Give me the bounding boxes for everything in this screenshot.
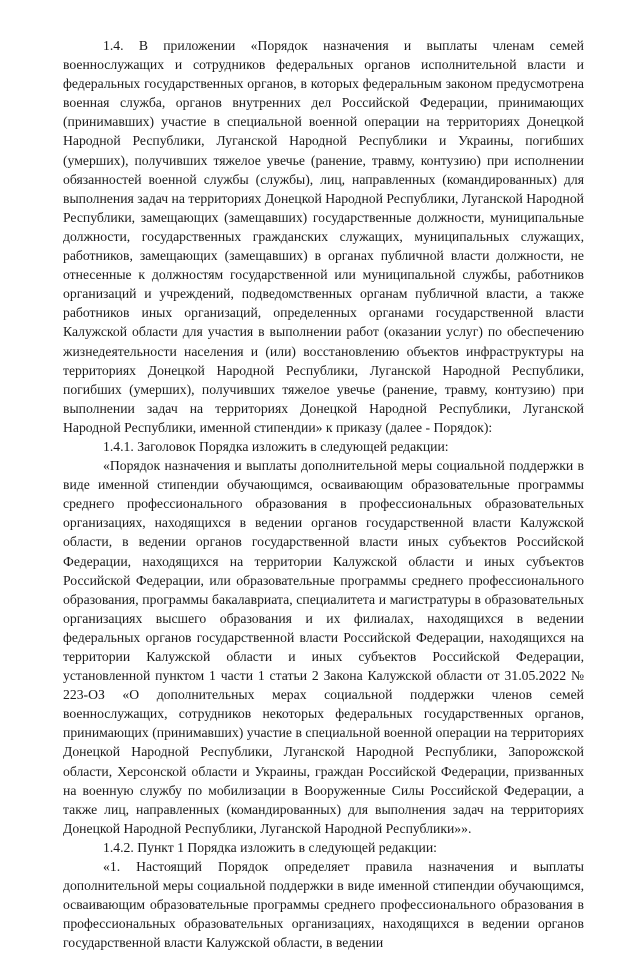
paragraph-1-4-1 [63,437,584,456]
clause-number: 1.4.2. [103,839,134,855]
clause-text: Заголовок Порядка изложить в следующей редакции: [137,438,449,454]
paragraph-1-4-2 [63,838,584,857]
paragraph-title-quote [63,456,584,838]
quoted-title-text: «Порядок назначения и выплаты дополнительной меры социальной поддержки в виде именной стипендии обучающимся, осваивающим образовательные программы среднего профессионального образования в профессиональных образовательных организациях, находящихся в ведении органов государственной власти Калужской области, в ведении органов государственной власти иных субъектов Российской Федерации, находящихся на территории Калужской области и иных субъектов Российской Федерации, или образовательные программы среднего профессионального образования, программы бакалавриата, специалитета и магистратуры в образовательных организациях высшего образования и их филиалах, находящихся в ведении федеральных органов государственной власти Российской Федерации, находящихся на территории Калужской области и иных субъектов Российской Федерации, установленной пунктом 1 части 1 статьи 2 Закона Калужской области от 31.05.2022 № 223-ОЗ «О дополнительных мерах социальной поддержки членов семей военнослужащих, сотрудников некоторых федеральных государственных органов, принимающих (принимавших) участие в специальной военной операции на территориях Донецкой Народной Республики, Луганской Народной Республики, Запорожской области, Херсонской области и Украины, граждан Российской Федерации, призванных на военную службу по мобилизации в Вооруженные Силы Российской Федерации, а также лиц, направленных (командированных) для выполнения задач на территориях Донецкой Народной Республики, Луганской Народной Республики»». [63,458,584,836]
clause-text: В приложении «Порядок назначения и выплаты членам семей военнослужащих и сотрудников федеральных органов исполнительной власти и федеральных государственных органов, в которых федеральным законом предусмотрена военная служба, органов внутренних дел Российской Федерации, принимающих (принимавших) участие в специальной военной операции на территориях Донецкой Народной Республики, Луганской Народной Республики и Украины, погибших (умерших), получивших тяжелое увечье (ранение, травму, контузию) при исполнении обязанностей военной службы (службы), лиц, направленных (командированных) для выполнения задач на территориях Донецкой Народной Республики, Луганской Народной Республики, замещающих (замещавших) государственные должности, муниципальные должности, государственных гражданских служащих, муниципальных служащих, работников, замещающих (замещавших) в органах публичной власти должности, не отнесенные к должностям государственной или муниципальной службы, работников организаций и учреждений, подведомственных органам публичной власти, а также работников иных организаций, определенных органами государственной власти Калужской области для участия в выполнении работ (оказании услуг) по обеспечению жизнедеятельности населения и (или) восстановлению объектов инфраструктуры на территориях Донецкой Народной Республики, Луганской Народной Республики, погибших (умерших), получивших тяжелое увечье (ранение, травму, контузию) при выполнении задач на территориях Донецкой Народной Республики, Луганской Народной Республики, именной стипендии» к приказу (далее - Порядок): [63,38,585,435]
clause-number: 1.4.1. [103,438,134,454]
clause-text: Пункт 1 Порядка изложить в следующей редакции: [137,839,437,855]
paragraph-1-4 [63,36,584,437]
quoted-point-text: «1. Настоящий Порядок определяет правила назначения и выплаты дополнительной меры социальной поддержки в виде именной стипендии обучающимся, осваивающим образовательные программы среднего профессионального образования в профессиональных образовательных организациях, находящихся в ведении органов государственной власти Калужской области, в ведении [63,859,584,951]
clause-number: 1.4. [103,38,124,53]
paragraph-point-1-quote [63,857,584,971]
